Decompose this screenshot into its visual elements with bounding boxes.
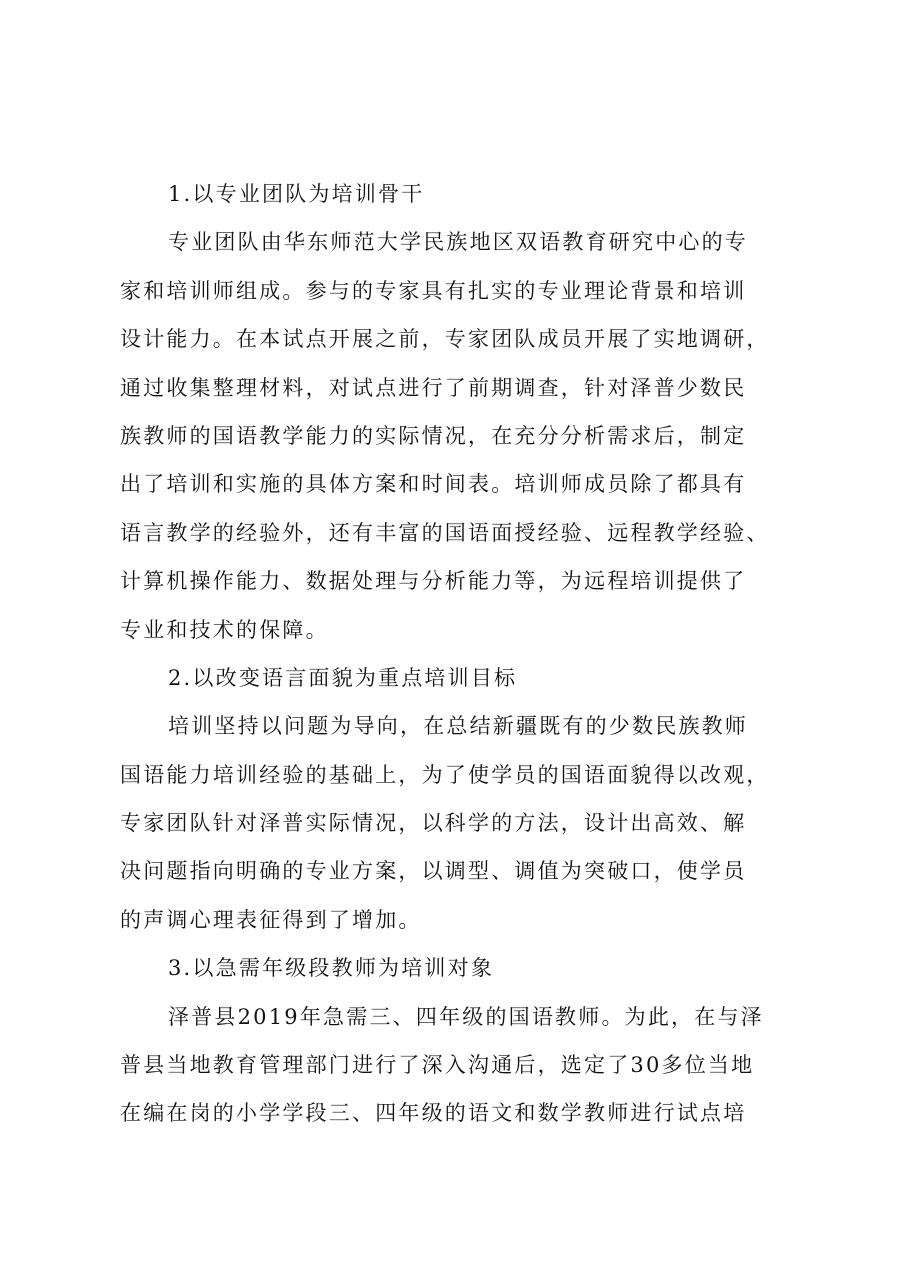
paragraph-1-line: 族教师的国语教学能力的实际情况，在充分分析需求后，制定: [120, 423, 747, 448]
paragraph-1-line: 专业和技术的保障。: [120, 617, 329, 642]
paragraph-1-line: 出了培训和实施的具体方案和时间表。培训师成员除了都具有: [120, 472, 747, 497]
paragraph-2-line: 的声调心理表征得到了增加。: [120, 907, 422, 932]
section-heading-2: 2.以改变语言面貌为重点培训目标: [168, 665, 518, 690]
section-heading-3: 3.以急需年级段教师为培训对象: [168, 956, 495, 981]
paragraph-1-line: 家和培训师组成。参与的专家具有扎实的专业理论背景和培训: [120, 278, 747, 303]
paragraph-3-line: 普县当地教育管理部门进行了深入沟通后，选定了30多位当地: [120, 1053, 755, 1078]
paragraph-2-line: 决问题指向明确的专业方案，以调型、调值为突破口，使学员: [120, 859, 747, 884]
paragraph-3-line: 在编在岗的小学学段三、四年级的语文和数学教师进行试点培: [120, 1101, 747, 1126]
paragraph-1-line: 计算机操作能力、数据处理与分析能力等，为远程培训提供了: [120, 569, 747, 594]
paragraph-3-line: 泽普县2019年急需三、四年级的国语教师。为此，在与泽: [168, 1004, 764, 1029]
paragraph-1-line: 设计能力。在本试点开展之前，专家团队成员开展了实地调研，: [120, 327, 770, 352]
paragraph-2-line: 培训坚持以问题为导向，在总结新疆既有的少数民族教师: [168, 714, 748, 739]
paragraph-2-line: 国语能力培训经验的基础上，为了使学员的国语面貌得以改观，: [120, 762, 770, 787]
document-body: [120, 170, 800, 1138]
section-heading-1: 1.以专业团队为培训骨干: [168, 182, 425, 206]
paragraph-1-line: 专业团队由华东师范大学民族地区双语教育研究中心的专: [168, 230, 748, 255]
paragraph-1-line: 通过收集整理材料，对试点进行了前期调查，针对泽普少数民: [120, 375, 747, 400]
paragraph-1-line: 语言教学的经验外，还有丰富的国语面授经验、远程教学经验、: [120, 520, 770, 545]
paragraph-2-line: 专家团队针对泽普实际情况，以科学的方法，设计出高效、解: [120, 811, 747, 836]
